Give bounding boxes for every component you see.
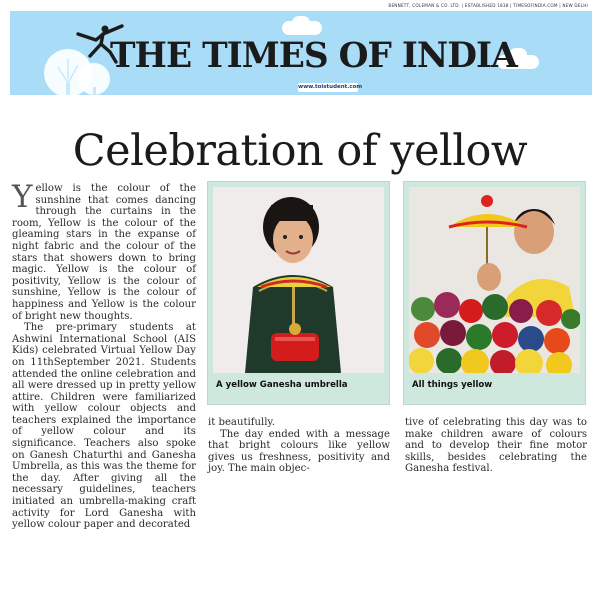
topline: BENNETT, COLEMAN & CO. LTD. | ESTABLISHED 1838 | TIMESOFINDIA.COM | NEW DELHI xyxy=(388,3,588,8)
paragraph-3: it beautifully. xyxy=(208,417,275,428)
photo-caption-2: All things yellow xyxy=(412,380,493,390)
article-column-2 xyxy=(208,417,390,475)
masthead xyxy=(10,11,592,95)
photo-card-yellow-things xyxy=(403,181,586,405)
masthead-title: THE TIMES OF INDIA xyxy=(110,35,517,76)
paragraph-1: ellow is the colour of the sunshine that comes dancing through the curtains in the room, Yellow is the colour of the gleaming stars in the expanse of night fabric and the colour of the stars that showers down to bring magic. Yellow is the colour of positivity, Yellow is the colour of sunshine, Yellow is the colour of happiness and Yellow is the colour of bright new thoughts. xyxy=(12,183,196,322)
paragraph-5: tive of celebrating this day was to make children aware of colours and to develop their fine motor skills, besides celebrating the Ganesha festival. xyxy=(405,417,587,475)
article-column-1 xyxy=(12,179,196,531)
masthead-url: www.toistudent.com xyxy=(298,84,363,90)
photo-card-umbrella xyxy=(207,181,390,405)
dropcap: Y xyxy=(12,179,33,215)
paragraph-2: The pre-primary students at Ashwini International School (AIS Kids) celebrated Virtual Yellow Day on 11thSeptember 2021. Students attended the online celebration and all were dressed up in pretty yellow attire. Children were familiarized with yellow colour objects and teachers explained the importance of yellow colour and its significance. Teachers also spoke on Ganesh Chaturthi and Ganesha Umbrella, as this was the theme for the day. After giving all the necessary guidelines, teachers initiated an umbrella-making craft activity for Lord Ganesha with yellow colour paper and decorated xyxy=(12,322,196,531)
article-column-3 xyxy=(405,417,587,475)
photo-girl-with-umbrella xyxy=(213,187,384,373)
photo-boy-with-pompoms xyxy=(409,187,580,373)
photo-caption-1: A yellow Ganesha umbrella xyxy=(216,380,348,390)
cloud-left-puff xyxy=(292,16,310,30)
paragraph-4: The day ended with a message that bright colours like yellow gives us freshness, positivity and joy. The main objec- xyxy=(208,428,390,475)
article-headline: Celebration of yellow xyxy=(72,126,528,176)
